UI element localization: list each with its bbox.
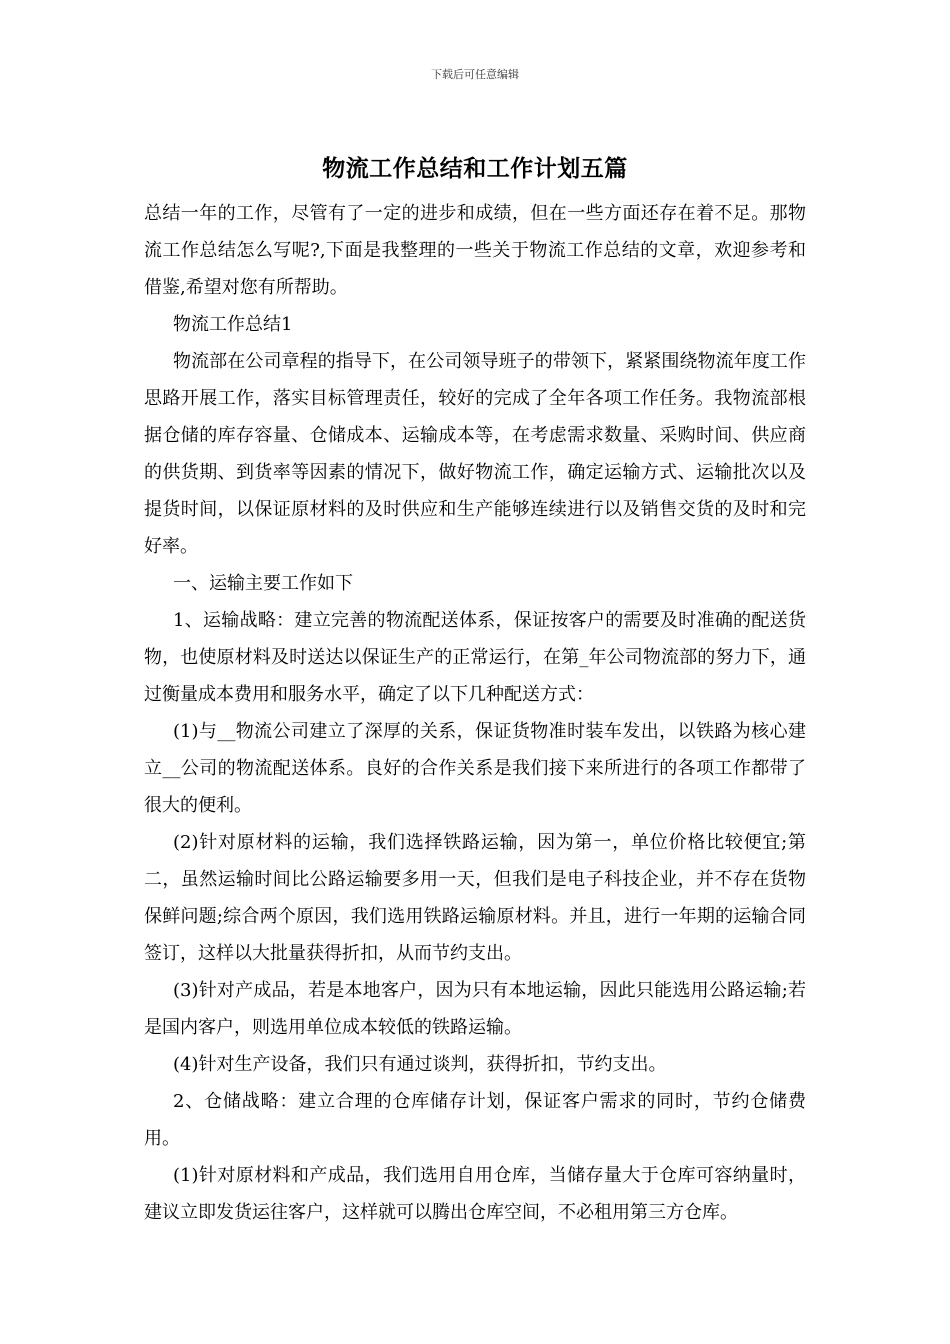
body-paragraph: 物流部在公司章程的指导下，在公司领导班子的带领下，紧紧围绕物流年度工作思路开展工作，落实目标管理责任，较好的完成了全年各项工作任务。我物流部根据仓储的库存容量、仓储成本、运输成本等，在考虑需求数量、采购时间、供应商的供货期、到货率等因素的情况下，做好物流工作，确定运输方式、运输批次以及提货时间，以保证原材料的及时供应和生产能够连续进行以及销售交货的及时和完好率。 xyxy=(144,351,806,557)
list-item: (2)针对原材料的运输，我们选择铁路运输，因为第一，单位价格比较便宜;第二，虽然运输时间比公路运输要多用一天，但我们是电子科技企业，并不存在货物保鲜问题;综合两个原因，我们选用铁路运输原材料。并且，进行一年期的运输合同签订，这样以大批量获得折扣，从而节约支出。 xyxy=(144,832,806,964)
subsection-heading: 一、运输主要工作如下 xyxy=(173,573,353,594)
section-heading: 物流工作总结1 xyxy=(173,314,293,335)
list-item: (1)针对原材料和产成品，我们选用自用仓库，当储存量大于仓库可容纳量时，建议立即发货运往客户，这样就可以腾出仓库空间，不必租用第三方仓库。 xyxy=(144,1165,806,1223)
document-body xyxy=(144,195,806,1231)
list-item: (4)针对生产设备，我们只有通过谈判，获得折扣，节约支出。 xyxy=(173,1054,667,1075)
page-title: 物流工作总结和工作计划五篇 xyxy=(322,156,628,182)
intro-paragraph: 总结一年的工作，尽管有了一定的进步和成绩，但在一些方面还存在着不足。那物流工作总结怎么写呢?,下面是我整理的一些关于物流工作总结的文章，欢迎参考和借鉴,希望对您有所帮助。 xyxy=(144,203,806,298)
body-paragraph: 1、运输战略：建立完善的物流配送体系，保证按客户的需要及时准确的配送货物，也使原材料及时送达以保证生产的正常运行，在第_年公司物流部的努力下，通过衡量成本费用和服务水平，确定了以下几种配送方式： xyxy=(144,610,806,705)
header-note: 下载后可任意编辑 xyxy=(431,68,519,81)
list-item: (3)针对产成品，若是本地客户，因为只有本地运输，因此只能选用公路运输;若是国内客户，则选用单位成本较低的铁路运输。 xyxy=(144,980,806,1038)
body-paragraph: 2、仓储战略：建立合理的仓库储存计划，保证客户需求的同时，节约仓储费用。 xyxy=(144,1091,806,1149)
list-item: (1)与__物流公司建立了深厚的关系，保证货物准时装车发出，以铁路为核心建立__公司的物流配送体系。良好的合作关系是我们接下来所进行的各项工作都带了很大的便利。 xyxy=(144,721,806,816)
